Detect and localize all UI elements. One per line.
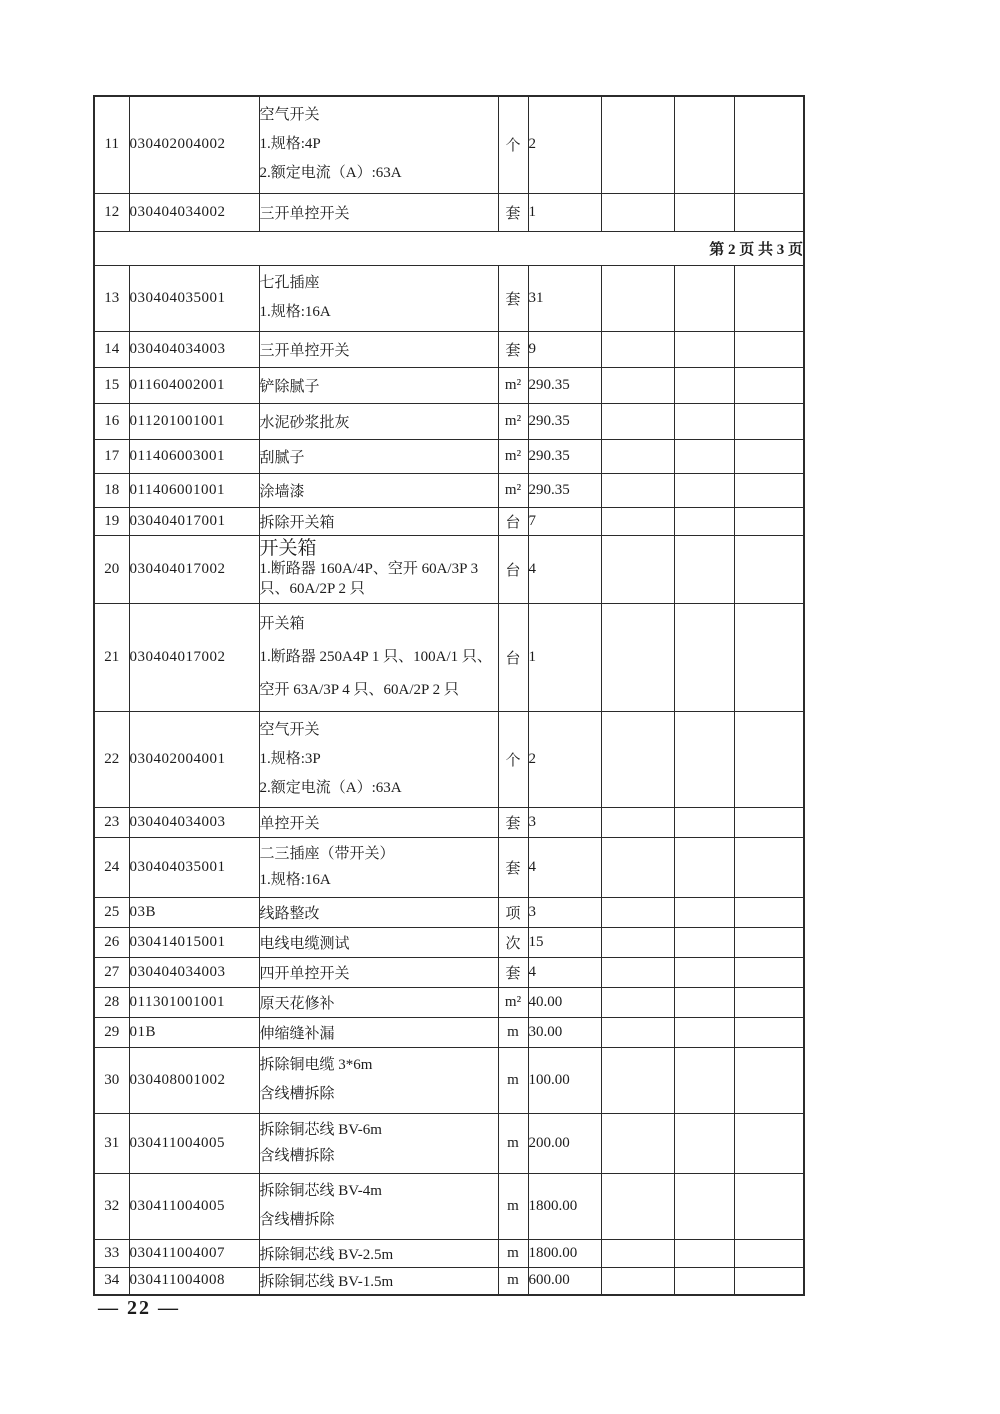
- unit-cell: 台: [498, 507, 528, 535]
- empty-cell: [674, 807, 734, 837]
- item-desc-cell: [259, 507, 498, 535]
- item-desc-line: 三开单控开关: [259, 205, 350, 222]
- item-desc-line: 1.规格:3P: [259, 750, 321, 767]
- item-desc: [260, 1243, 498, 1264]
- row-number-cell: 19: [94, 507, 129, 535]
- row-number-cell: 30: [94, 1047, 129, 1113]
- quantity-cell: 4: [528, 957, 601, 987]
- item-desc-line: 拆除铜芯线 BV-4m: [259, 1183, 382, 1199]
- quantity-cell: 290.35: [528, 473, 601, 507]
- empty-cell: [601, 987, 674, 1017]
- row-number-cell: 14: [94, 331, 129, 367]
- quantity-cell: 2: [528, 711, 601, 807]
- unit-cell: m²: [498, 367, 528, 403]
- unit-cell: 套: [498, 957, 528, 987]
- item-code-cell: 030404034002: [129, 193, 259, 231]
- table-row: [94, 987, 804, 1017]
- item-desc: [260, 932, 498, 953]
- empty-cell: [601, 1017, 674, 1047]
- item-desc-cell: [259, 439, 498, 473]
- table-row: [94, 957, 804, 987]
- item-desc: [260, 1051, 498, 1109]
- row-number-cell: 29: [94, 1017, 129, 1047]
- item-code-cell: 030404017002: [129, 535, 259, 603]
- quantity-cell: 290.35: [528, 367, 601, 403]
- table-row: [94, 473, 804, 507]
- item-desc-line: 1.断路器 160A/4P、空开 60A/3P 3: [259, 561, 479, 577]
- table-row: [94, 807, 804, 837]
- row-number-cell: 18: [94, 473, 129, 507]
- unit-cell: 次: [498, 927, 528, 957]
- unit-cell: 项: [498, 897, 528, 927]
- empty-cell: [674, 193, 734, 231]
- empty-cell: [601, 1239, 674, 1267]
- unit-cell: m²: [498, 987, 528, 1017]
- empty-cell: [674, 331, 734, 367]
- item-desc-line: 水泥砂浆批灰: [259, 414, 350, 431]
- table-row: [94, 535, 804, 603]
- item-desc: [260, 1022, 498, 1043]
- item-desc-cell: [259, 473, 498, 507]
- row-number-cell: 24: [94, 837, 129, 897]
- empty-cell: [734, 927, 804, 957]
- item-desc-line: 铲除腻子: [259, 378, 320, 395]
- empty-cell: [734, 193, 804, 231]
- table-row: [94, 507, 804, 535]
- quantity-cell: 7: [528, 507, 601, 535]
- item-code-cell: 030404017002: [129, 603, 259, 711]
- item-desc: [260, 1177, 498, 1235]
- empty-cell: [601, 1047, 674, 1113]
- item-desc-line: 二三插座（带开关）: [259, 846, 395, 862]
- item-code-cell: 030404034003: [129, 807, 259, 837]
- empty-cell: [734, 837, 804, 897]
- item-desc: [260, 511, 498, 532]
- unit-cell: m: [498, 1173, 528, 1239]
- empty-cell: [734, 807, 804, 837]
- empty-cell: [734, 603, 804, 711]
- item-desc-line: 1.断路器 250A4P 1 只、100A/1 只、: [259, 648, 492, 665]
- empty-cell: [674, 711, 734, 807]
- empty-cell: [734, 897, 804, 927]
- unit-cell: 套: [498, 837, 528, 897]
- empty-cell: [601, 403, 674, 439]
- item-code-cell: 030404017001: [129, 507, 259, 535]
- empty-cell: [674, 1267, 734, 1295]
- item-desc-line: 拆除铜电缆 3*6m: [259, 1057, 373, 1073]
- row-number-cell: 23: [94, 807, 129, 837]
- item-desc-line: 电线电缆测试: [259, 935, 350, 952]
- item-desc-cell: [259, 1113, 498, 1173]
- row-number-cell: 31: [94, 1113, 129, 1173]
- quantity-cell: 1800.00: [528, 1173, 601, 1239]
- empty-cell: [734, 265, 804, 331]
- quantity-cell: 1: [528, 193, 601, 231]
- item-desc-line: 七孔插座: [259, 275, 320, 291]
- quantity-cell: 4: [528, 535, 601, 603]
- empty-cell: [601, 711, 674, 807]
- item-desc: [260, 101, 498, 188]
- empty-cell: [674, 897, 734, 927]
- item-desc-line: 开关箱: [259, 615, 305, 632]
- row-number-cell: 34: [94, 1267, 129, 1295]
- empty-cell: [674, 1113, 734, 1173]
- item-desc: [260, 411, 498, 432]
- item-desc-cell: [259, 897, 498, 927]
- table-row: [94, 897, 804, 927]
- item-desc-cell: [259, 987, 498, 1017]
- unit-cell: 套: [498, 265, 528, 331]
- quantity-cell: 4: [528, 837, 601, 897]
- unit-cell: 个: [498, 711, 528, 807]
- table-row: [94, 927, 804, 957]
- item-code-cell: 030411004005: [129, 1173, 259, 1239]
- row-number-cell: 26: [94, 927, 129, 957]
- item-desc: [260, 202, 498, 223]
- empty-cell: [601, 807, 674, 837]
- unit-cell: 台: [498, 603, 528, 711]
- empty-cell: [674, 367, 734, 403]
- unit-cell: m: [498, 1017, 528, 1047]
- empty-cell: [734, 1113, 804, 1173]
- item-code-cell: 011406003001: [129, 439, 259, 473]
- quantity-cell: 1: [528, 603, 601, 711]
- item-desc-line: 线路整改: [259, 905, 320, 922]
- item-desc-cell: [259, 193, 498, 231]
- item-code-cell: 030414015001: [129, 927, 259, 957]
- row-number-cell: 27: [94, 957, 129, 987]
- unit-cell: 台: [498, 535, 528, 603]
- item-desc-line: 含线槽拆除: [259, 1212, 335, 1228]
- empty-cell: [601, 837, 674, 897]
- item-desc: [260, 539, 498, 599]
- item-desc-line: 单控开关: [259, 815, 320, 832]
- table-row: [94, 711, 804, 807]
- empty-cell: [674, 439, 734, 473]
- empty-cell: [674, 1173, 734, 1239]
- unit-cell: m²: [498, 473, 528, 507]
- item-desc-cell: [259, 807, 498, 837]
- empty-cell: [734, 1047, 804, 1113]
- quantity-cell: 290.35: [528, 439, 601, 473]
- empty-cell: [601, 367, 674, 403]
- table-row: [94, 1047, 804, 1113]
- item-desc-line: 四开单控开关: [259, 965, 350, 982]
- row-number-cell: 16: [94, 403, 129, 439]
- empty-cell: [674, 473, 734, 507]
- item-desc: [260, 716, 498, 803]
- empty-cell: [674, 535, 734, 603]
- item-code-cell: 030402004001: [129, 711, 259, 807]
- item-desc-line: 1.规格:4P: [259, 136, 321, 153]
- item-desc-line: 2.额定电流（A）:63A: [259, 779, 402, 796]
- empty-cell: [601, 265, 674, 331]
- unit-cell: 套: [498, 807, 528, 837]
- item-desc-line: 空开 63A/3P 4 只、60A/2P 2 只: [259, 681, 459, 698]
- item-desc: [260, 480, 498, 501]
- item-desc-cell: [259, 957, 498, 987]
- empty-cell: [734, 1017, 804, 1047]
- unit-cell: 个: [498, 96, 528, 193]
- item-desc: [260, 1270, 498, 1291]
- item-code-cell: 011301001001: [129, 987, 259, 1017]
- empty-cell: [734, 473, 804, 507]
- row-number-cell: 33: [94, 1239, 129, 1267]
- empty-cell: [734, 507, 804, 535]
- item-code-cell: 01B: [129, 1017, 259, 1047]
- empty-cell: [601, 193, 674, 231]
- item-desc: [260, 375, 498, 396]
- item-desc: [260, 902, 498, 923]
- row-number-cell: 28: [94, 987, 129, 1017]
- item-desc-line: 含线槽拆除: [259, 1086, 335, 1102]
- item-code-cell: 030411004007: [129, 1239, 259, 1267]
- item-desc-cell: [259, 535, 498, 603]
- empty-cell: [734, 1267, 804, 1295]
- item-desc-cell: [259, 1267, 498, 1295]
- empty-cell: [674, 403, 734, 439]
- table-row: [94, 367, 804, 403]
- quantity-cell: 290.35: [528, 403, 601, 439]
- empty-cell: [734, 403, 804, 439]
- empty-cell: [674, 957, 734, 987]
- item-desc-line: 含线槽拆除: [259, 1148, 335, 1164]
- quantity-cell: 600.00: [528, 1267, 601, 1295]
- item-code-cell: 011406001001: [129, 473, 259, 507]
- item-code-cell: 030404035001: [129, 837, 259, 897]
- empty-cell: [674, 1017, 734, 1047]
- item-desc: [260, 992, 498, 1013]
- quantity-cell: 3: [528, 807, 601, 837]
- empty-cell: [601, 957, 674, 987]
- quantity-cell: 15: [528, 927, 601, 957]
- empty-cell: [734, 987, 804, 1017]
- item-desc-line: 1.规格:16A: [259, 872, 331, 888]
- unit-cell: 套: [498, 331, 528, 367]
- row-number-cell: 21: [94, 603, 129, 711]
- boq-table-body: [94, 96, 804, 1295]
- empty-cell: [601, 331, 674, 367]
- row-number-cell: 25: [94, 897, 129, 927]
- item-desc-cell: [259, 367, 498, 403]
- quantity-cell: 30.00: [528, 1017, 601, 1047]
- item-code-cell: 030411004008: [129, 1267, 259, 1295]
- item-desc: [260, 446, 498, 467]
- empty-cell: [674, 987, 734, 1017]
- row-number-cell: 20: [94, 535, 129, 603]
- table-row: [94, 331, 804, 367]
- item-desc: [260, 841, 498, 893]
- empty-cell: [601, 439, 674, 473]
- item-code-cell: 030402004002: [129, 96, 259, 193]
- empty-cell: [674, 927, 734, 957]
- table-row: [94, 403, 804, 439]
- empty-cell: [601, 535, 674, 603]
- item-desc-line: 空气开关: [259, 721, 320, 738]
- item-desc-line: 三开单控开关: [259, 342, 350, 359]
- item-desc-cell: [259, 331, 498, 367]
- table-row: [94, 1173, 804, 1239]
- item-desc-cell: [259, 927, 498, 957]
- table-row: [94, 96, 804, 193]
- item-desc-line: 空气开关: [259, 107, 320, 124]
- empty-cell: [601, 507, 674, 535]
- item-desc-line: 1.规格:16A: [259, 304, 331, 320]
- empty-cell: [601, 897, 674, 927]
- empty-cell: [734, 331, 804, 367]
- quantity-cell: 200.00: [528, 1113, 601, 1173]
- empty-cell: [674, 507, 734, 535]
- item-desc: [260, 1117, 498, 1169]
- quantity-cell: 9: [528, 331, 601, 367]
- unit-cell: m²: [498, 403, 528, 439]
- empty-cell: [674, 603, 734, 711]
- item-desc-line: 拆除铜芯线 BV-2.5m: [259, 1246, 394, 1263]
- item-desc: [260, 269, 498, 327]
- quantity-cell: 100.00: [528, 1047, 601, 1113]
- empty-cell: [734, 367, 804, 403]
- table-row: [94, 265, 804, 331]
- item-desc-line: 拆除铜芯线 BV-1.5m: [259, 1274, 394, 1291]
- item-desc-line: 伸缩缝补漏: [259, 1025, 335, 1042]
- item-code-cell: 030404034003: [129, 957, 259, 987]
- row-number-cell: 22: [94, 711, 129, 807]
- footer-page-number: — 22 —: [98, 1297, 180, 1319]
- empty-cell: [601, 927, 674, 957]
- table-row: [94, 439, 804, 473]
- item-desc: [260, 608, 498, 707]
- row-number-cell: 17: [94, 439, 129, 473]
- unit-cell: m²: [498, 439, 528, 473]
- item-desc-line: 拆除铜芯线 BV-6m: [259, 1122, 382, 1138]
- item-desc-cell: [259, 96, 498, 193]
- item-code-cell: 011604002001: [129, 367, 259, 403]
- item-desc-cell: [259, 711, 498, 807]
- row-number-cell: 15: [94, 367, 129, 403]
- unit-cell: m: [498, 1113, 528, 1173]
- empty-cell: [734, 1173, 804, 1239]
- boq-table: [93, 95, 805, 1296]
- item-code-cell: 030411004005: [129, 1113, 259, 1173]
- empty-cell: [601, 1113, 674, 1173]
- item-desc-cell: [259, 403, 498, 439]
- empty-cell: [674, 1239, 734, 1267]
- unit-cell: m: [498, 1047, 528, 1113]
- row-number-cell: 12: [94, 193, 129, 231]
- empty-cell: [734, 439, 804, 473]
- quantity-cell: 40.00: [528, 987, 601, 1017]
- item-code-cell: 030404034003: [129, 331, 259, 367]
- unit-cell: m: [498, 1267, 528, 1295]
- item-desc-line: 开关箱: [259, 538, 317, 559]
- row-number-cell: 11: [94, 96, 129, 193]
- quantity-cell: 31: [528, 265, 601, 331]
- item-desc-line: 涂墙漆: [259, 483, 305, 500]
- item-desc-cell: [259, 1239, 498, 1267]
- item-desc-line: 原天花修补: [259, 995, 335, 1012]
- item-code-cell: 011201001001: [129, 403, 259, 439]
- item-desc-line: 只、60A/2P 2 只: [259, 581, 365, 597]
- item-desc-line: 刮腻子: [259, 449, 305, 466]
- table-row: [94, 837, 804, 897]
- item-desc: [260, 962, 498, 983]
- quantity-cell: 1800.00: [528, 1239, 601, 1267]
- item-desc-cell: [259, 603, 498, 711]
- item-desc-cell: [259, 837, 498, 897]
- item-code-cell: 030404035001: [129, 265, 259, 331]
- item-desc-cell: [259, 1173, 498, 1239]
- table-row: [94, 1017, 804, 1047]
- page-marker-label: 第 2 页 共 3 页: [94, 231, 804, 265]
- empty-cell: [734, 957, 804, 987]
- item-desc: [260, 812, 498, 833]
- empty-cell: [734, 1239, 804, 1267]
- empty-cell: [601, 1267, 674, 1295]
- empty-cell: [674, 1047, 734, 1113]
- empty-cell: [734, 711, 804, 807]
- row-number-cell: 32: [94, 1173, 129, 1239]
- empty-cell: [674, 96, 734, 193]
- table-row: [94, 1113, 804, 1173]
- quantity-cell: 2: [528, 96, 601, 193]
- unit-cell: m: [498, 1239, 528, 1267]
- item-desc-cell: [259, 265, 498, 331]
- item-code-cell: 03B: [129, 897, 259, 927]
- item-desc-line: 2.额定电流（A）:63A: [259, 165, 402, 182]
- item-code-cell: 030408001002: [129, 1047, 259, 1113]
- page-marker-row: [94, 231, 804, 265]
- item-desc-line: 拆除开关箱: [259, 514, 335, 531]
- item-desc-cell: [259, 1047, 498, 1113]
- empty-cell: [734, 96, 804, 193]
- empty-cell: [601, 603, 674, 711]
- table-row: [94, 1267, 804, 1295]
- empty-cell: [601, 1173, 674, 1239]
- quantity-cell: 3: [528, 897, 601, 927]
- item-desc-cell: [259, 1017, 498, 1047]
- empty-cell: [674, 265, 734, 331]
- table-row: [94, 193, 804, 231]
- table-row: [94, 603, 804, 711]
- empty-cell: [674, 837, 734, 897]
- row-number-cell: 13: [94, 265, 129, 331]
- item-desc: [260, 339, 498, 360]
- unit-cell: 套: [498, 193, 528, 231]
- empty-cell: [734, 535, 804, 603]
- table-row: [94, 1239, 804, 1267]
- empty-cell: [601, 96, 674, 193]
- empty-cell: [601, 473, 674, 507]
